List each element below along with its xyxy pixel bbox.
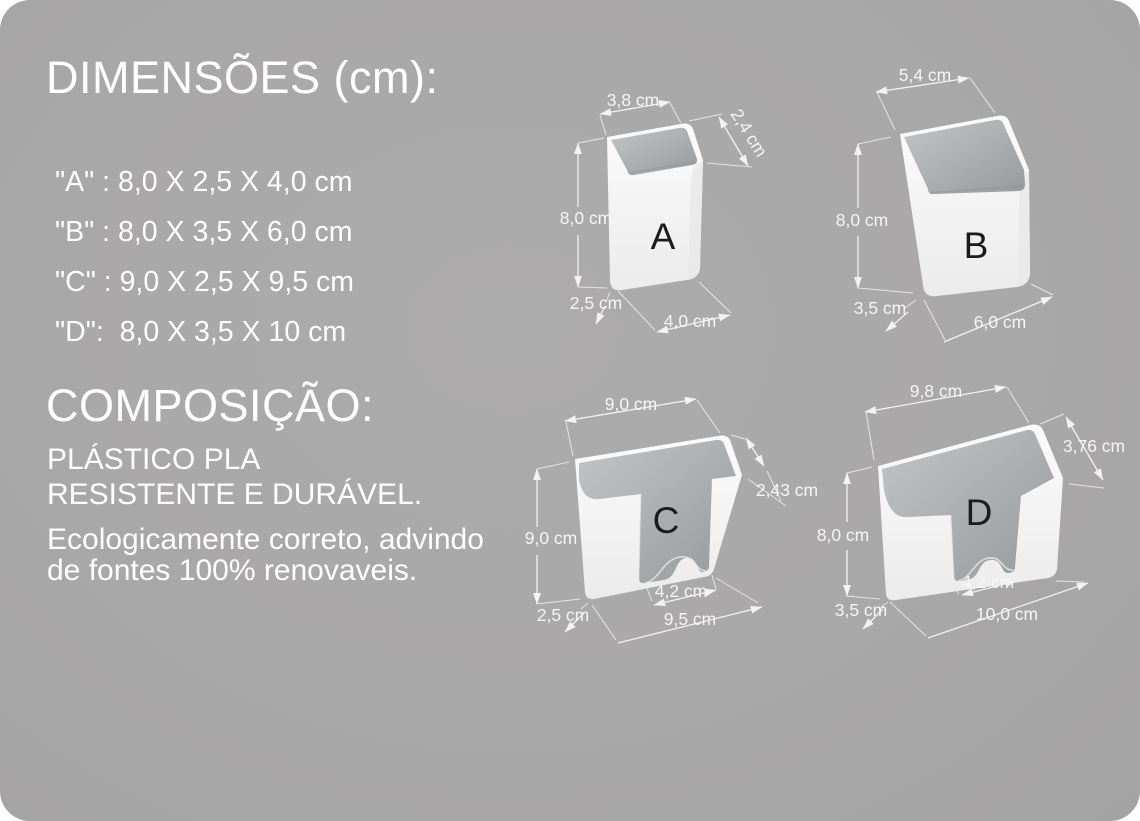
dimension-item-b: "B" : 8,0 X 3,5 X 6,0 cm (55, 216, 353, 248)
a-bottom-width-label: 4,0 cm (663, 311, 717, 331)
a-height-label: 8,0 cm (559, 208, 613, 228)
b-bottom-width-label: 6,0 cm (973, 312, 1027, 332)
c-height-label: 9,0 cm (524, 528, 578, 548)
a-top-width-label: 3,8 cm (606, 90, 660, 110)
d-bottom-depth-label: 3,5 cm (834, 600, 888, 620)
d-height-label: 8,0 cm (816, 525, 870, 545)
holder-a (560, 90, 772, 332)
holder-c-letter: C (652, 500, 680, 541)
holder-d-letter: D (965, 492, 993, 533)
b-height-label: 8,0 cm (835, 210, 889, 230)
c-top-depth-label: 2,43 cm (755, 480, 819, 500)
d-top-depth-label: 3,76 cm (1062, 436, 1126, 456)
d-top-width-label: 9,8 cm (909, 381, 963, 401)
c-bottom-width-label: 9,5 cm (663, 609, 717, 629)
holder-c (525, 394, 818, 643)
holder-b (836, 65, 1053, 342)
dimension-item-a: "A" : 8,0 X 2,5 X 4,0 cm (55, 166, 353, 198)
material-line-1: PLÁSTICO PLA (47, 443, 261, 476)
d-notch-width-label: 4,2 cm (961, 572, 1015, 592)
eco-line-2: de fontes 100% renovaveis. (47, 554, 418, 587)
a-top-depth-label: 2,4 cm (726, 105, 772, 161)
a-bottom-depth-label: 2,5 cm (569, 293, 623, 313)
holder-d (817, 381, 1125, 638)
holder-b-letter: B (963, 225, 989, 266)
eco-line-1: Ecologicamente correto, advindo (47, 523, 484, 556)
dimension-item-c: "C" : 9,0 X 2,5 X 9,5 cm (55, 266, 355, 298)
c-top-width-label: 9,0 cm (604, 394, 658, 414)
b-bottom-depth-label: 3,5 cm (853, 298, 907, 318)
dimension-item-d: "D": 8,0 X 3,5 X 10 cm (55, 316, 347, 348)
composition-title: COMPOSIÇÃO: (46, 380, 375, 431)
c-bottom-depth-label: 2,5 cm (536, 605, 590, 625)
c-notch-width-label: 4,2 cm (654, 581, 708, 601)
material-line-2: RESISTENTE E DURÁVEL. (47, 478, 423, 511)
d-bottom-width-label: 10,0 cm (975, 604, 1039, 624)
b-top-width-label: 5,4 cm (898, 65, 952, 85)
holder-a-letter: A (650, 216, 676, 257)
dimensions-title: DIMENSÕES (cm): (46, 52, 439, 103)
